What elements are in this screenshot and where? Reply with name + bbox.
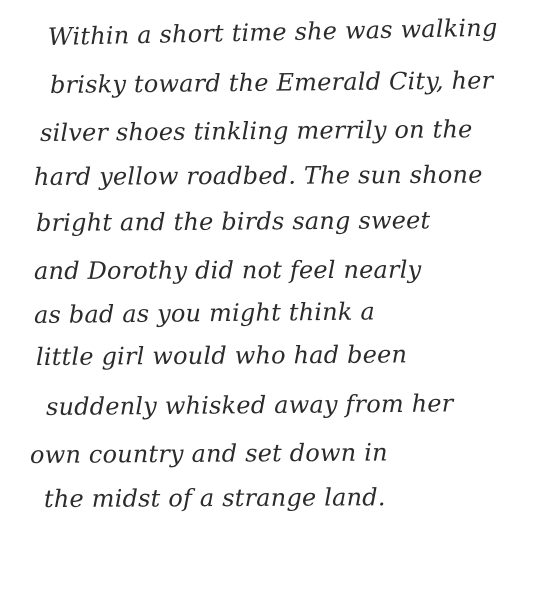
handwriting-line-6: and Dorothy did not feel nearly — [33, 255, 422, 285]
handwriting-line-10: own country and set down in — [29, 438, 388, 469]
handwriting-line-2: brisky toward the Emerald City, her — [49, 66, 494, 99]
handwriting-line-8: little girl would who had been — [35, 340, 408, 371]
handwriting-line-11: the midst of a strange land. — [43, 483, 386, 513]
handwriting-line-5: bright and the birds sang sweet — [35, 206, 431, 237]
handwriting-line-1: Within a short time she was walking — [47, 13, 498, 51]
handwriting-line-7: as bad as you might think a — [33, 297, 376, 329]
handwriting-line-9: suddenly whisked away from her — [45, 389, 454, 421]
handwriting-line-4: hard yellow roadbed. The sun shone — [33, 160, 483, 191]
handwriting-line-3: silver shoes tinkling merrily on the — [39, 115, 473, 147]
